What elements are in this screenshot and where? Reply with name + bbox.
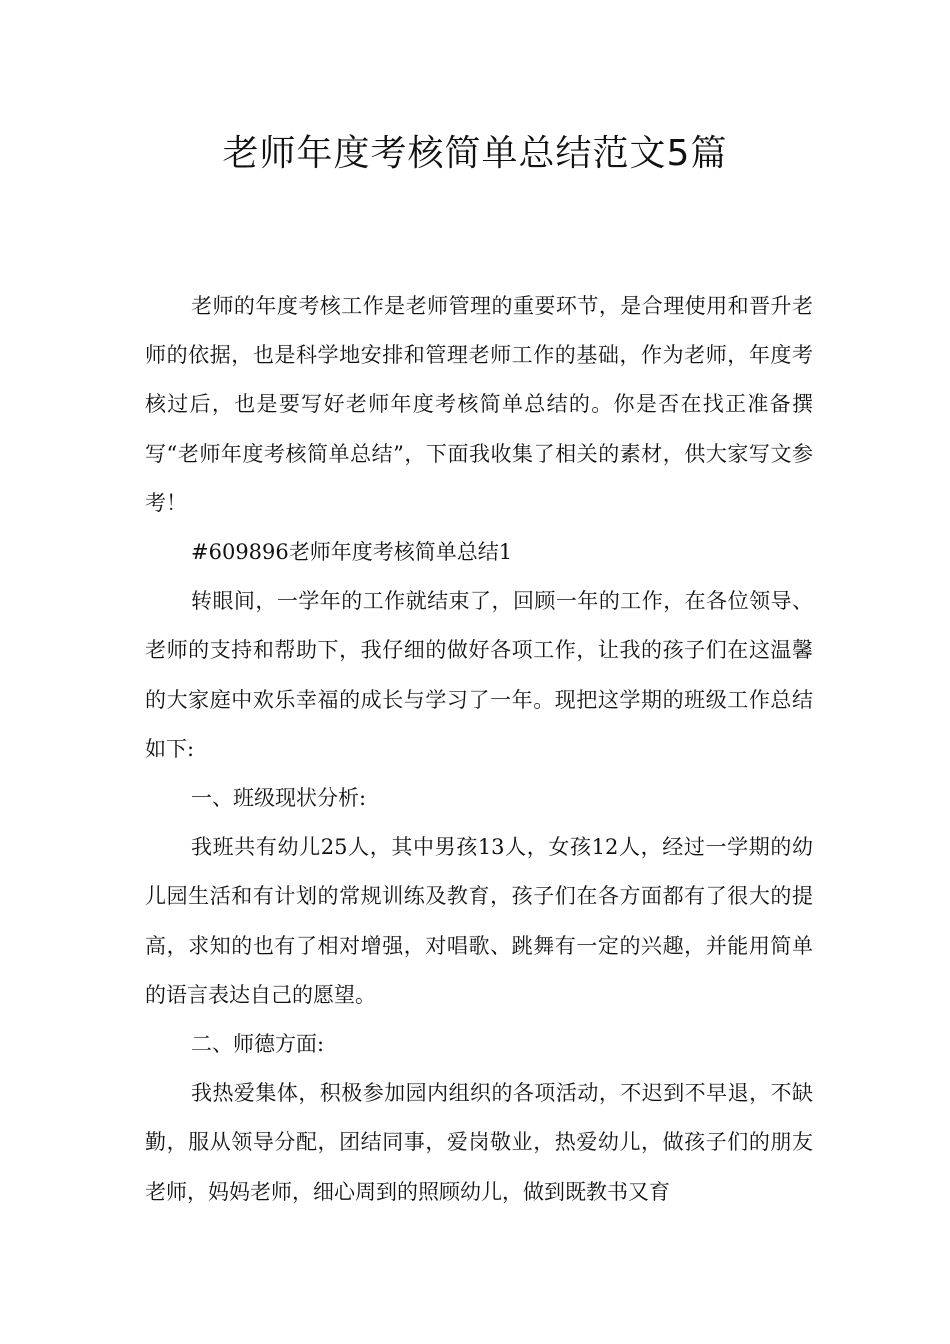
body-paragraph: 转眼间，一学年的工作就结束了，回顾一年的工作，在各位领导、老师的支持和帮助下，我仔细的做好各项工作，让我的孩子们在这温馨的大家庭中欢乐幸福的成长与学习了一年。现把这学期的班级工作总结如下: bbox=[145, 589, 813, 761]
subheading-teacher-ethics: 二、师德方面: bbox=[191, 1032, 325, 1057]
body-paragraph: 我班共有幼儿25人，其中男孩13人，女孩12人，经过一学期的幼儿园生活和有计划的常规训练及教育，孩子们在各方面都有了很大的提高，求知的也有了相对增强，对唱歌、跳舞有一定的兴趣，并能用简单的语言表达自己的愿望。 bbox=[145, 835, 813, 1007]
intro-paragraph: 老师的年度考核工作是老师管理的重要环节，是合理使用和晋升老师的依据，也是科学地安排和管理老师工作的基础，作为老师，年度考核过后，也是要写好老师年度考核简单总结的。你是否在找正准备撰写“老师年度考核简单总结”，下面我收集了相关的素材，供大家写文参考！ bbox=[145, 294, 813, 515]
section-heading-1: #609896老师年度考核简单总结1 bbox=[191, 540, 513, 565]
body-paragraph: 我热爱集体，积极参加园内组织的各项活动，不迟到不早退，不缺勤，服从领导分配，团结同事，爱岗敬业，热爱幼儿，做孩子们的朋友老师，妈妈老师，细心周到的照顾幼儿，做到既教书又育 bbox=[145, 1081, 813, 1204]
document-body bbox=[145, 282, 813, 1217]
subheading-class-status: 一、班级现状分析: bbox=[191, 786, 367, 811]
document-title: 老师年度考核简单总结范文5篇 bbox=[222, 133, 728, 174]
